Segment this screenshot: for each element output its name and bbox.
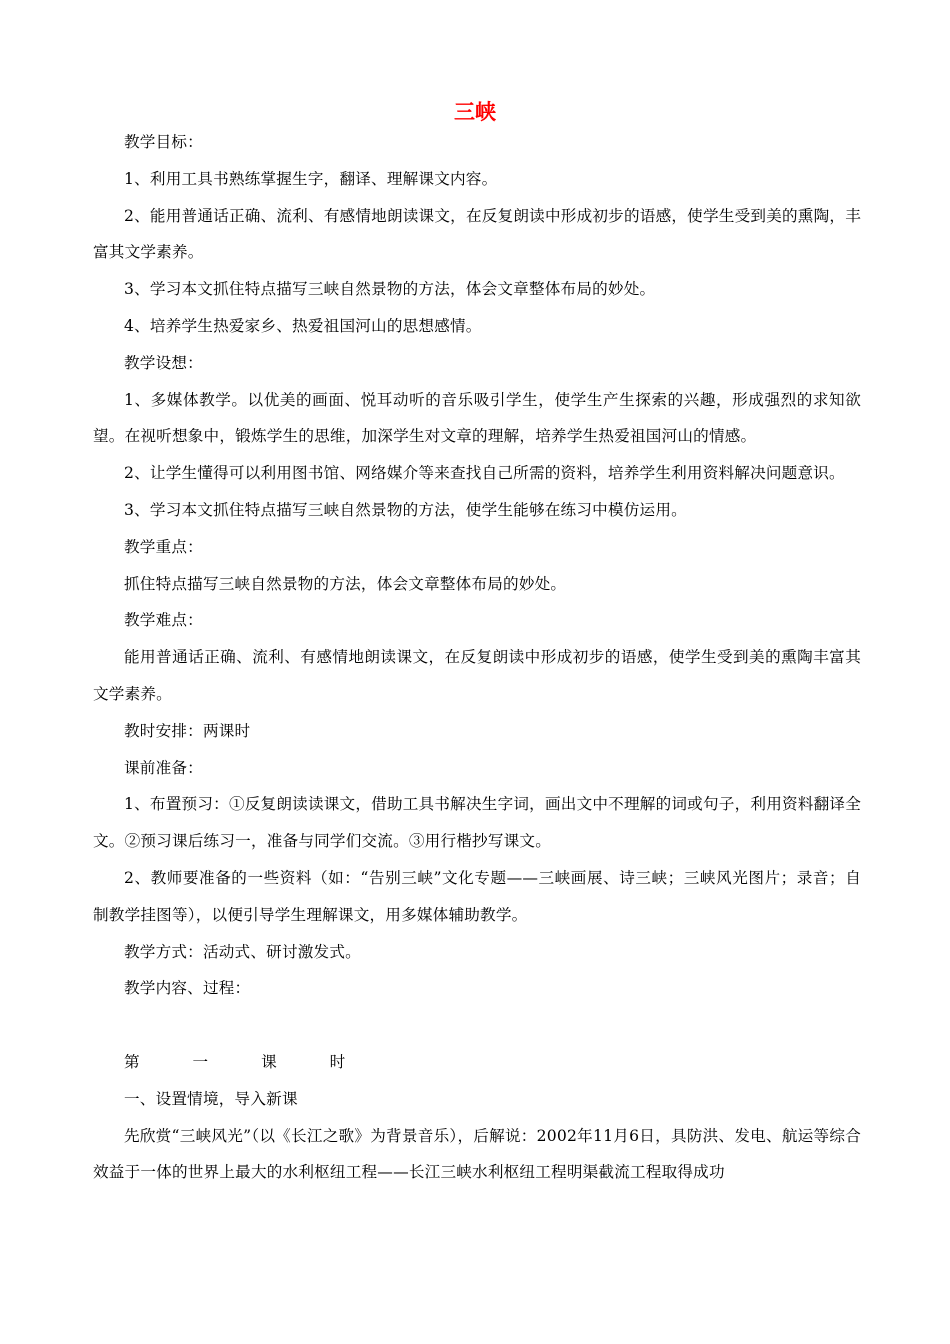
- heading-content-process: 教学内容、过程：: [124, 979, 251, 998]
- idea-2: 2、让学生懂得可以利用图书馆、网络媒介等来查找自己所需的资料，培养学生利用资料解决问题意识。: [124, 464, 845, 483]
- schedule-text: 教时安排：两课时: [124, 721, 251, 740]
- key-point-text: 抓住特点描写三峡自然景物的方法，体会文章整体布局的妙处。: [124, 574, 567, 593]
- goal-3: 3、学习本文抓住特点描写三峡自然景物的方法，体会文章整体布局的妙处。: [124, 280, 656, 299]
- idea-3: 3、学习本文抓住特点描写三峡自然景物的方法，使学生能够在练习中模仿运用。: [124, 500, 687, 519]
- goal-2: 2、能用普通话正确、流利、有感情地朗读课文，在反复朗读中形成初步的语感，使学生受到美的熏陶，丰富其文学素养。: [93, 206, 861, 262]
- heading-teaching-ideas: 教学设想：: [124, 353, 203, 372]
- blank-line: [93, 1007, 861, 1044]
- heading-preparation: 课前准备：: [124, 758, 203, 777]
- document-body: [93, 124, 861, 1191]
- difficulty-text: 能用普通话正确、流利、有感情地朗读课文，在反复朗读中形成初步的语感，使学生受到美的熏陶丰富其文学素养。: [93, 648, 861, 703]
- goal-1: 1、利用工具书熟练掌握生字，翻译、理解课文内容。: [124, 169, 498, 188]
- teaching-method: 教学方式：活动式、研讨激发式。: [124, 942, 361, 961]
- preparation-2: 2、教师要准备的一些资料（如：“告别三峡”文化专题——三峡画展、诗三峡；三峡风光图片；录音；自制教学挂图等），以便引导学生理解课文，用多媒体辅助教学。: [93, 868, 861, 924]
- section-heading: 一、设置情境，导入新课: [124, 1089, 298, 1108]
- heading-teaching-goals: 教学目标：: [124, 133, 203, 151]
- document-title: 三峡: [454, 100, 496, 124]
- lesson-heading: 第 一 课 时: [124, 1052, 362, 1071]
- preparation-1: 1、布置预习：①反复朗读读课文，借助工具书解决生字词，画出文中不理解的词或句子，利用资料翻译全文。②预习课后练习一，准备与同学们交流。③用行楷抄写课文。: [93, 795, 861, 851]
- goal-4: 4、培养学生热爱家乡、热爱祖国河山的思想感情。: [124, 316, 482, 335]
- idea-1: 1、多媒体教学。以优美的画面、悦耳动听的音乐吸引学生，使学生产生探索的兴趣，形成强烈的求知欲望。在视听想象中，锻炼学生的思维，加深学生对文章的理解，培养学生热爱祖国河山的情感。: [93, 390, 861, 446]
- heading-difficulties: 教学难点：: [124, 611, 203, 630]
- heading-key-points: 教学重点：: [124, 537, 203, 556]
- intro-paragraph: 先欣赏“三峡风光”（以《长江之歌》为背景音乐），后解说：2002年11月6日，具防洪、发电、航运等综合效益于一体的世界上最大的水利枢纽工程——长江三峡水利枢纽工程明渠截流工程取得成功: [93, 1126, 861, 1182]
